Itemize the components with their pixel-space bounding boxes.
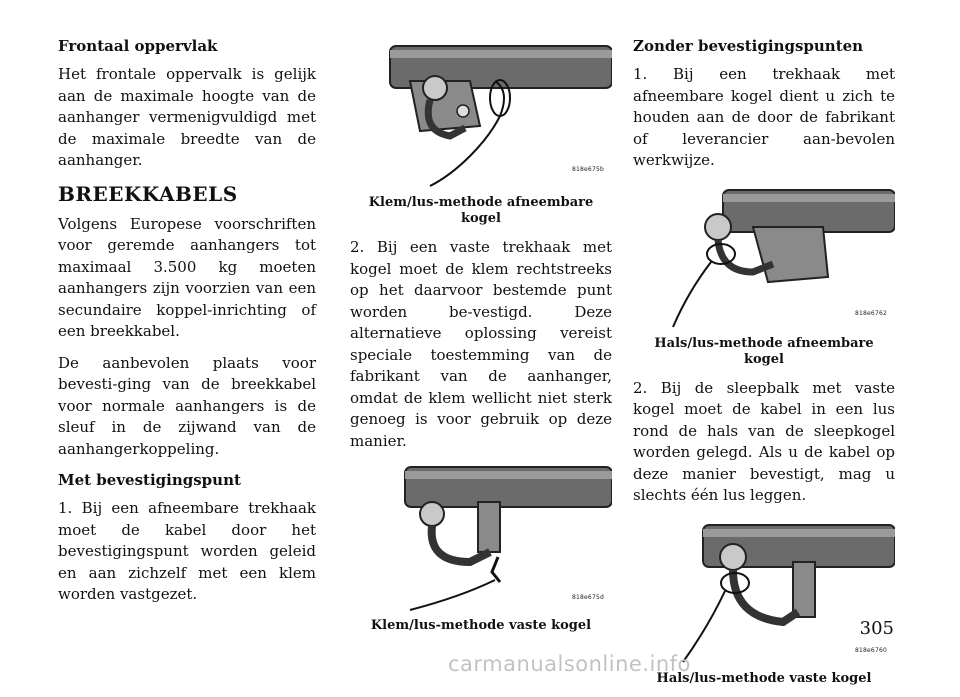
with-attachment-heading: Met bevestigingspunt: [58, 471, 241, 489]
right-column: [633, 36, 895, 697]
breakaway-paragraph-2: De aanbevolen plaats voor bevesti-ging van de breekkabel voor normale aanhangers is de sleuf in de zijwand van de aanhangerkoppeling.: [58, 353, 316, 458]
figure-neck-loop-detachable: [633, 182, 895, 332]
breakaway-paragraph-1: Volgens Europese voorschriften voor geremde aanhangers tot maximaal 3.500 kg moeten aanhangers zijn voorzien van een secundaire koppel-inrichting of een breekkabel.: [58, 214, 316, 340]
figure-caption: Hals/lus-methode vaste kogel: [656, 670, 872, 686]
figure-clamp-loop-detachable: [350, 36, 612, 191]
without-attachment-heading: Zonder bevestigingspunten: [633, 37, 864, 55]
figure-clamp-loop-fixed: [350, 462, 612, 614]
page-number: 305: [859, 618, 894, 639]
figure-caption: Klem/lus-methode vaste kogel: [370, 618, 592, 633]
fixed-ball-neck-item-2: 2. Bij de sleepbalk met vaste kogel moet de kabel in een lus rond de hals van de sleepkogel worden gelegd. Als u de kabel op deze manier bevestigt, mag u slechts één lus leggen.: [633, 378, 895, 504]
left-column: [58, 36, 316, 616]
with-attachment-item-1: 1. Bij een afneembare trekhaak moet de kabel door het bevestigingspunt worden geleid en aan zichzelf met een klem worden vastgezet.: [58, 499, 316, 603]
figure-code: 818e675d: [571, 594, 604, 601]
figure-code: 818e6760: [854, 646, 887, 654]
without-attachment-item-1: 1. Bij een trekhaak met afneembare kogel dient u zich te houden aan de door de fabrikant of leverancier aan-bevolen werkwijze.: [633, 65, 895, 169]
towbar-fixed-neck-illustration: [633, 517, 895, 667]
front-surface-text: Het frontale oppervalk is gelijk aan de maximale hoogte van de aanhanger vermenigvuldigd met de maximale breedte van de aanhanger.: [58, 65, 316, 169]
figure-caption: Hals/lus-methode afneembare kogel: [654, 335, 874, 367]
middle-column: [350, 36, 612, 644]
front-surface-heading: Frontaal oppervlak: [58, 37, 218, 55]
towbar-fixed-clamp-illustration: [350, 462, 612, 614]
figure-neck-loop-fixed: [633, 517, 895, 667]
watermark: carmanualsonline.info: [448, 652, 691, 676]
figure-code: 818e675b: [571, 166, 604, 173]
figure-caption: Klem/lus-methode afneembare kogel: [368, 195, 594, 226]
fixed-ball-item-2: 2. Bij een vaste trekhaak met kogel moet de klem rechtstreeks op het daarvoor bestemde punt worden be-vestigd. Deze alternatieve oplossing vereist speciale toestemming van de fabrikant van de aanhanger, omdat de klem wellicht niet sterk genoeg is voor gebruik op deze manier.: [350, 238, 612, 450]
section-heading-breakaway-cables: BREEKKABELS: [58, 181, 238, 206]
figure-code: 818e6762: [854, 309, 887, 317]
